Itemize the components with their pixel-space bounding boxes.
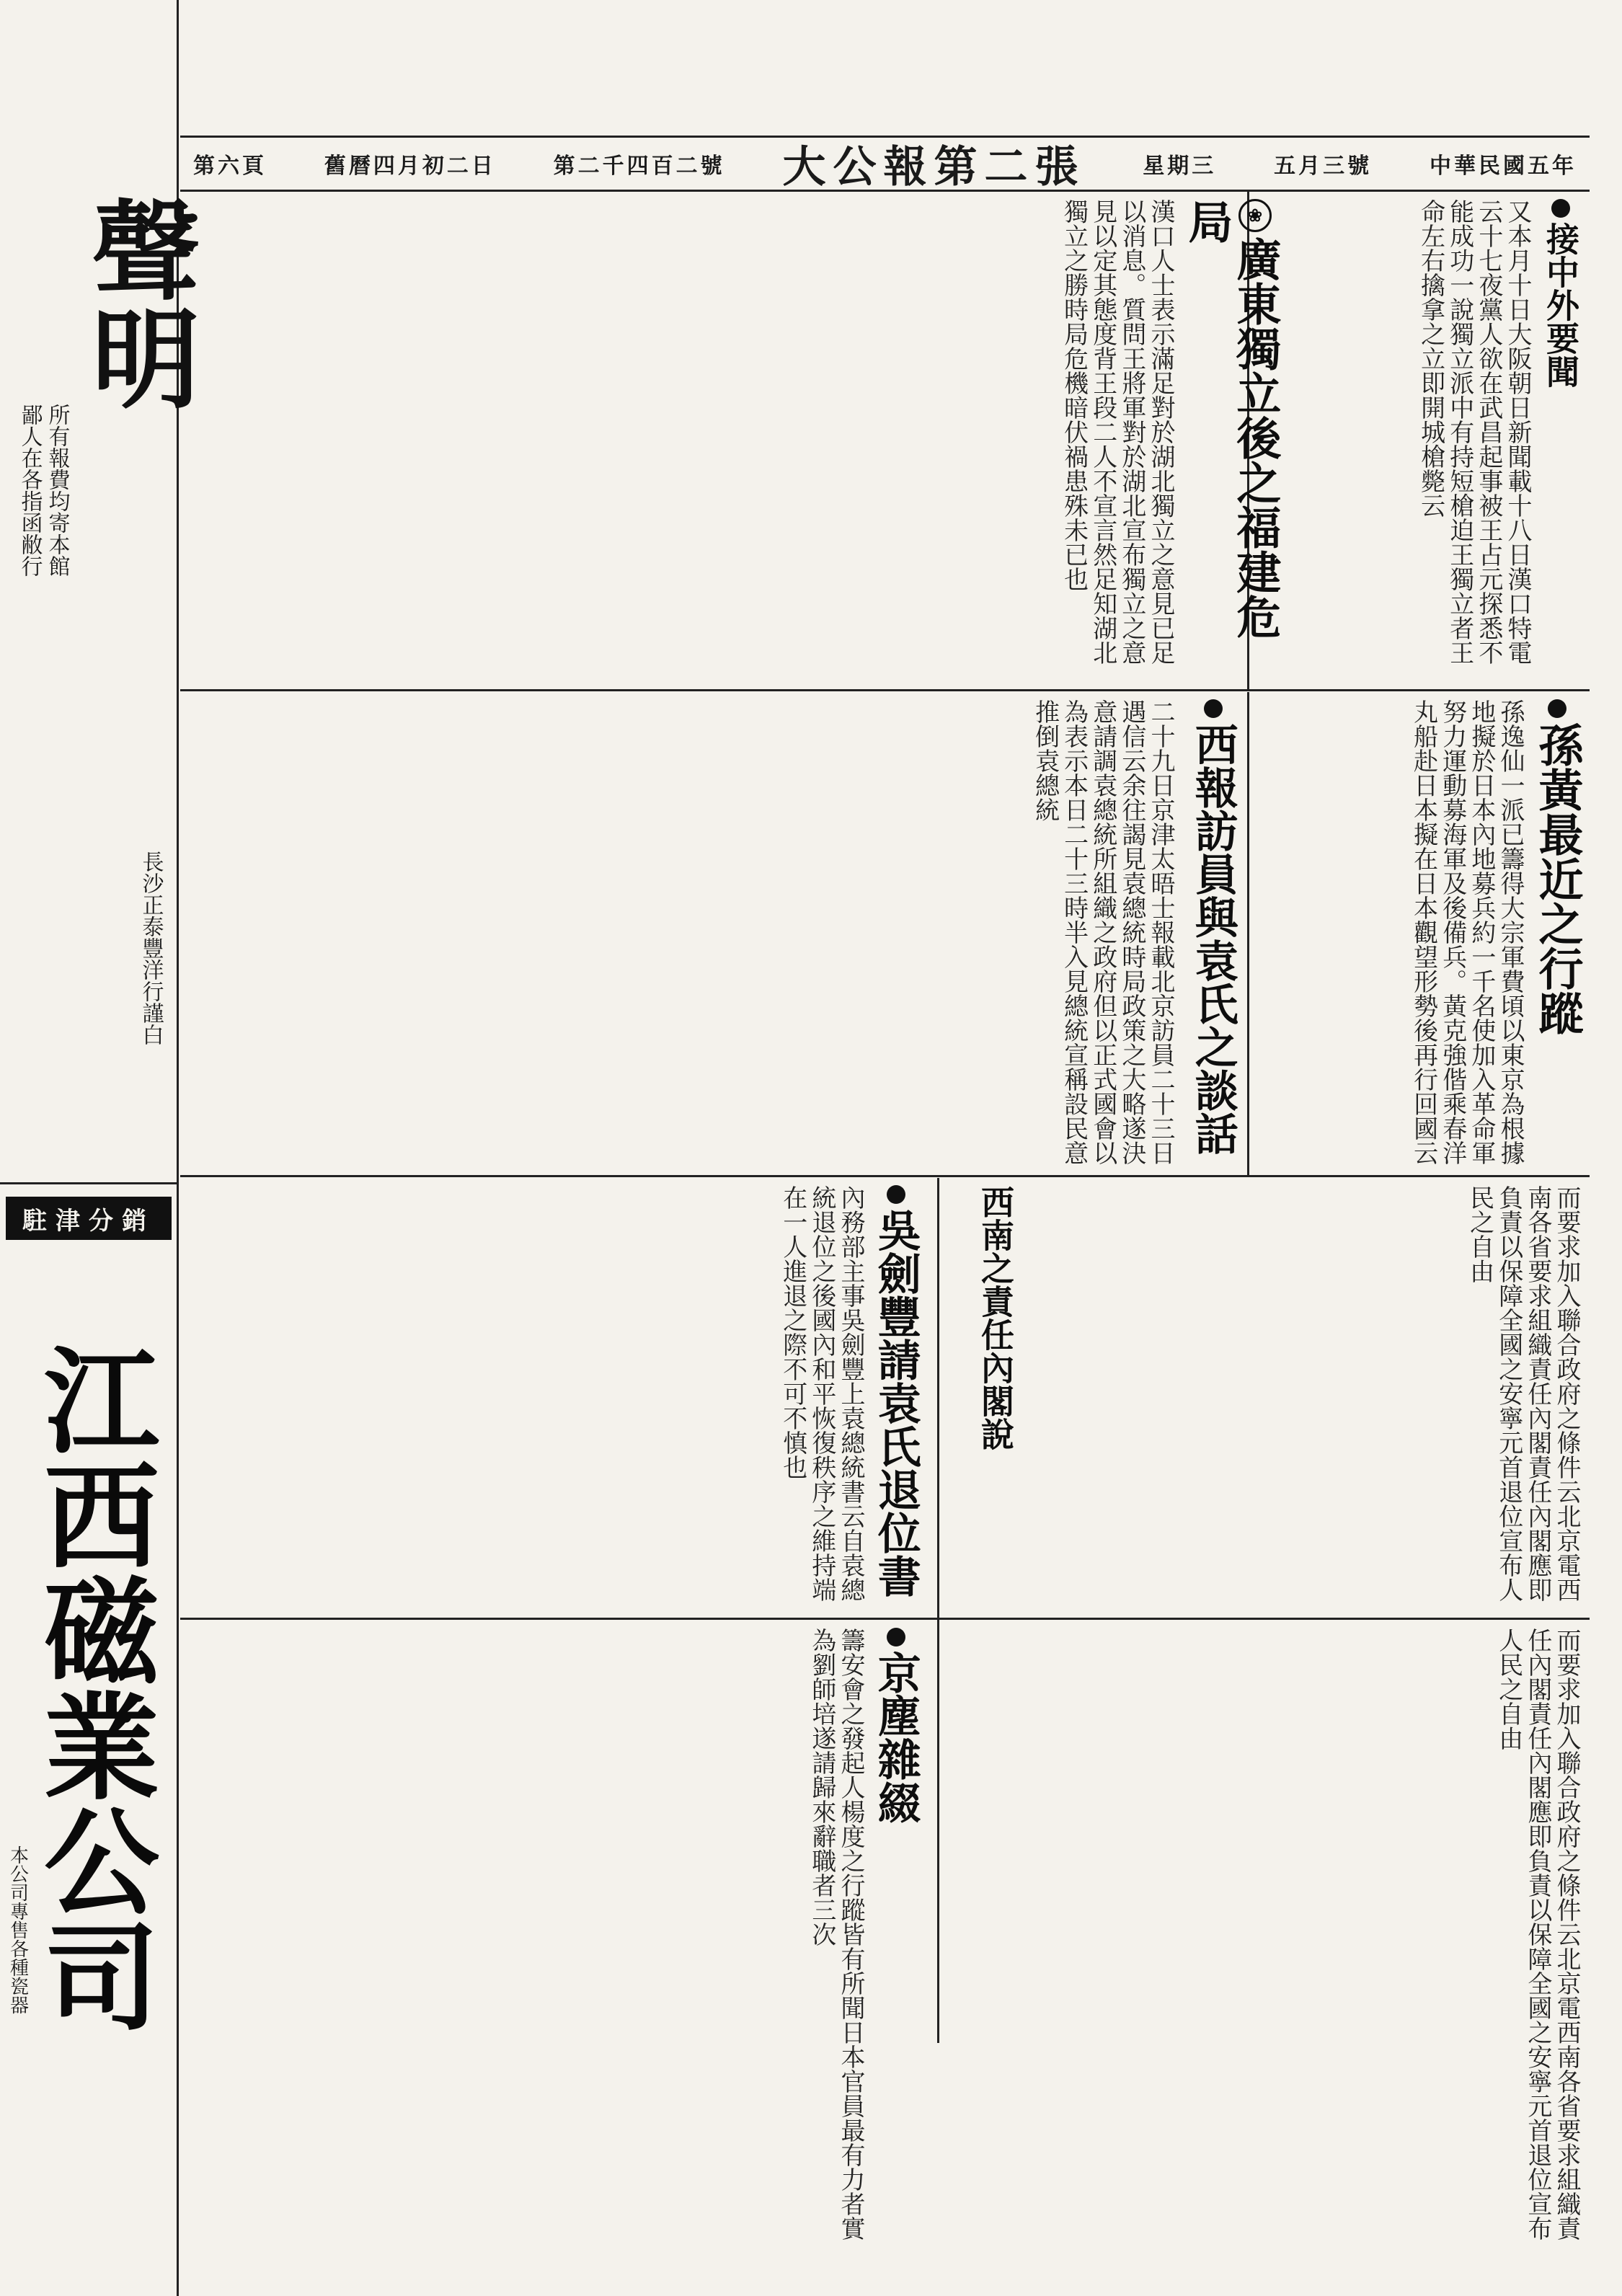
issue-number: 第二千四百二號 bbox=[553, 154, 725, 179]
masthead: 大公報第二張 bbox=[782, 142, 1086, 192]
column-divider bbox=[1247, 692, 1249, 1175]
row-divider-1 bbox=[180, 689, 1590, 691]
article-3-body: 孫逸仙一派已籌得大宗軍費頃以東京為根據地擬於日本內地募兵約一千名使加入革命軍努力運動募海軍及後備兵。黃克強偕乘春洋丸船赴日本擬在日本觀望形勢後再行回國云 bbox=[1409, 699, 1525, 1165]
article-1-title-text: 接中外要聞 bbox=[1541, 222, 1580, 388]
article-5-title-text: 吳劍豐請袁氏退位書 bbox=[870, 1208, 921, 1597]
article-6-body: 而要求加入聯合政府之條件云北京電西南各省要求組織責任內閣責任內閣應即負責以保障全國之安寧元首退位宣布人民之自由 bbox=[1465, 1185, 1581, 1602]
row-lower bbox=[180, 1178, 1590, 1618]
article-4-title bbox=[1189, 699, 1236, 1161]
article-5-title bbox=[872, 1185, 919, 1610]
article-7-title-text: 京塵雜綴 bbox=[870, 1651, 921, 1824]
weekday: 星期三 bbox=[1143, 154, 1217, 179]
announcement-signature: 長沙正泰豐洋行謹白 bbox=[138, 851, 164, 1045]
row-top bbox=[180, 192, 1590, 689]
article-7-title bbox=[872, 1628, 919, 1916]
page-number: 第六頁 bbox=[193, 154, 267, 179]
page-header bbox=[180, 136, 1590, 192]
date-month-day: 五月三號 bbox=[1274, 154, 1373, 179]
article-2-body: 漢口人士表示滿足對於湖北獨立之意見已足以消息。質問王將軍對於湖北宣布獨立之意見以定其態度背王段二人不宣言然足知湖北獨立之勝時局危機暗伏禍患殊未已也 bbox=[1059, 199, 1175, 665]
bullet-icon bbox=[887, 1628, 905, 1646]
lunar-date: 舊曆四月初二日 bbox=[324, 154, 496, 179]
article-2-title-text: 廣東獨立後之福建危局 bbox=[1180, 199, 1282, 639]
article-2-title bbox=[1180, 199, 1282, 660]
article-6-continued: 而要求加入聯合政府之條件云北京電西南各省要求組織責任內閣責任內閣應即負責以保障全國之安寧元首退位宣布人民之自由 bbox=[1494, 1628, 1581, 2240]
bullet-icon bbox=[887, 1185, 905, 1204]
date-republic: 中華民國五年 bbox=[1429, 154, 1577, 179]
row-bottom bbox=[180, 1621, 1590, 2269]
article-4-body: 二十九日京津太晤士報載北京訪員二十三日遇信云余往謁見袁總統時局政策之大略遂決意請調袁總統所組織之政府但以正式國會以為表示本日二十三時半入見總統宣稱設民意推倒袁總統 bbox=[1030, 699, 1175, 1165]
announcement-ad bbox=[0, 0, 200, 1184]
seal-icon: ❀ bbox=[1238, 199, 1272, 232]
article-1-title bbox=[1542, 199, 1578, 430]
bullet-icon bbox=[1551, 199, 1570, 218]
company-name: 江西磁業公司 bbox=[25, 1341, 160, 2033]
announcement-text-1: 所有報費均寄本館 bbox=[44, 404, 70, 577]
article-4-title-text: 西報訪員與袁氏之談話 bbox=[1187, 722, 1238, 1155]
tianjin-branch-bar: 駐津分銷 bbox=[6, 1197, 172, 1240]
announcement-heading: 聲明 bbox=[73, 195, 200, 411]
left-advertisement-column bbox=[0, 0, 200, 2296]
bullet-icon bbox=[1204, 699, 1223, 718]
article-6-title: 西南之責任內閣說 bbox=[976, 1185, 1015, 1450]
announcement-text-2: 鄙人在各指函敝行 bbox=[17, 404, 43, 577]
company-ad-text: 本公司專售各種瓷器 bbox=[6, 1845, 29, 2014]
row-middle bbox=[180, 692, 1590, 1175]
article-3-title-text: 孫黃最近之行蹤 bbox=[1531, 722, 1584, 1035]
row-divider-3 bbox=[180, 1618, 1590, 1620]
article-1-body: 又本月十日大阪朝日新聞載十八日漢口特電云十七夜黨人欲在武昌起事被王占元探悉不能成功一說獨立派中有持短槍迫王獨立者王命左右擒拿之立即開城槍斃云 bbox=[1416, 199, 1532, 665]
article-3-title bbox=[1531, 699, 1584, 1161]
article-7-body: 籌安會之發起人楊度之行蹤皆有所聞日本官員最有力者實為劉師培遂請歸來辭職者三次 bbox=[807, 1628, 865, 2240]
article-5-body: 內務部主事吳劍豐上袁總統書云自袁總統退位之後國內和平恢復秩序之維持端在一人進退之際不可不慎也 bbox=[778, 1185, 865, 1602]
bullet-icon bbox=[1548, 699, 1566, 718]
row-divider-2 bbox=[180, 1175, 1590, 1177]
